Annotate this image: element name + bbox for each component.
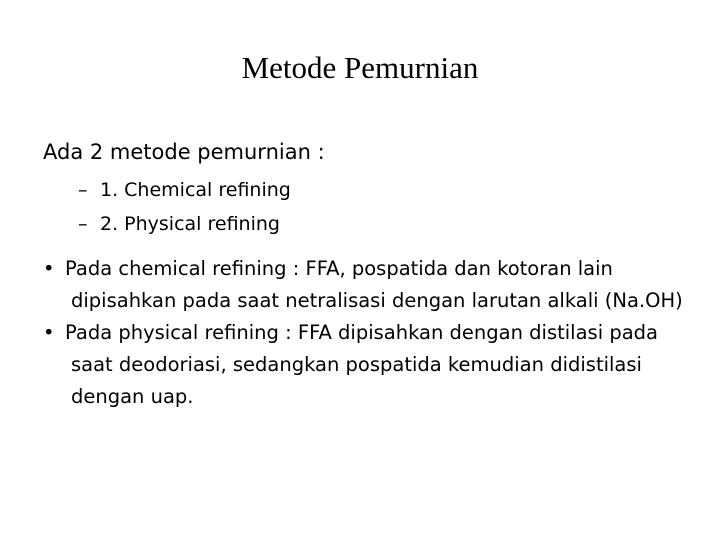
bullet-chemical [43,253,703,317]
intro-text: Ada 2 metode pemurnian : [43,140,325,164]
dash-marker: – [78,179,88,201]
list-item [78,207,703,241]
slide-content [43,135,703,413]
bullet-physical [43,317,703,413]
method-label: 1. Chemical refining [100,179,291,201]
method-list [43,173,703,241]
bullet-text: Pada physical refining : FFA dipisahkan dengan distilasi pada saat deodoriasi, sedangkan pospatida kemudian didistilasi dengan uap. [65,321,658,408]
list-item [78,173,703,207]
method-label: 2. Physical refining [100,213,280,235]
bullet-marker: • [43,257,55,280]
slide-title: Metode Pemurnian [241,50,479,85]
bullet-marker: • [43,321,55,344]
bullet-text: Pada chemical refining : FFA, pospatida dan kotoran lain dipisahkan pada saat netralisasi dengan larutan alkali (Na.OH) [65,257,683,312]
dash-marker: – [78,213,88,235]
